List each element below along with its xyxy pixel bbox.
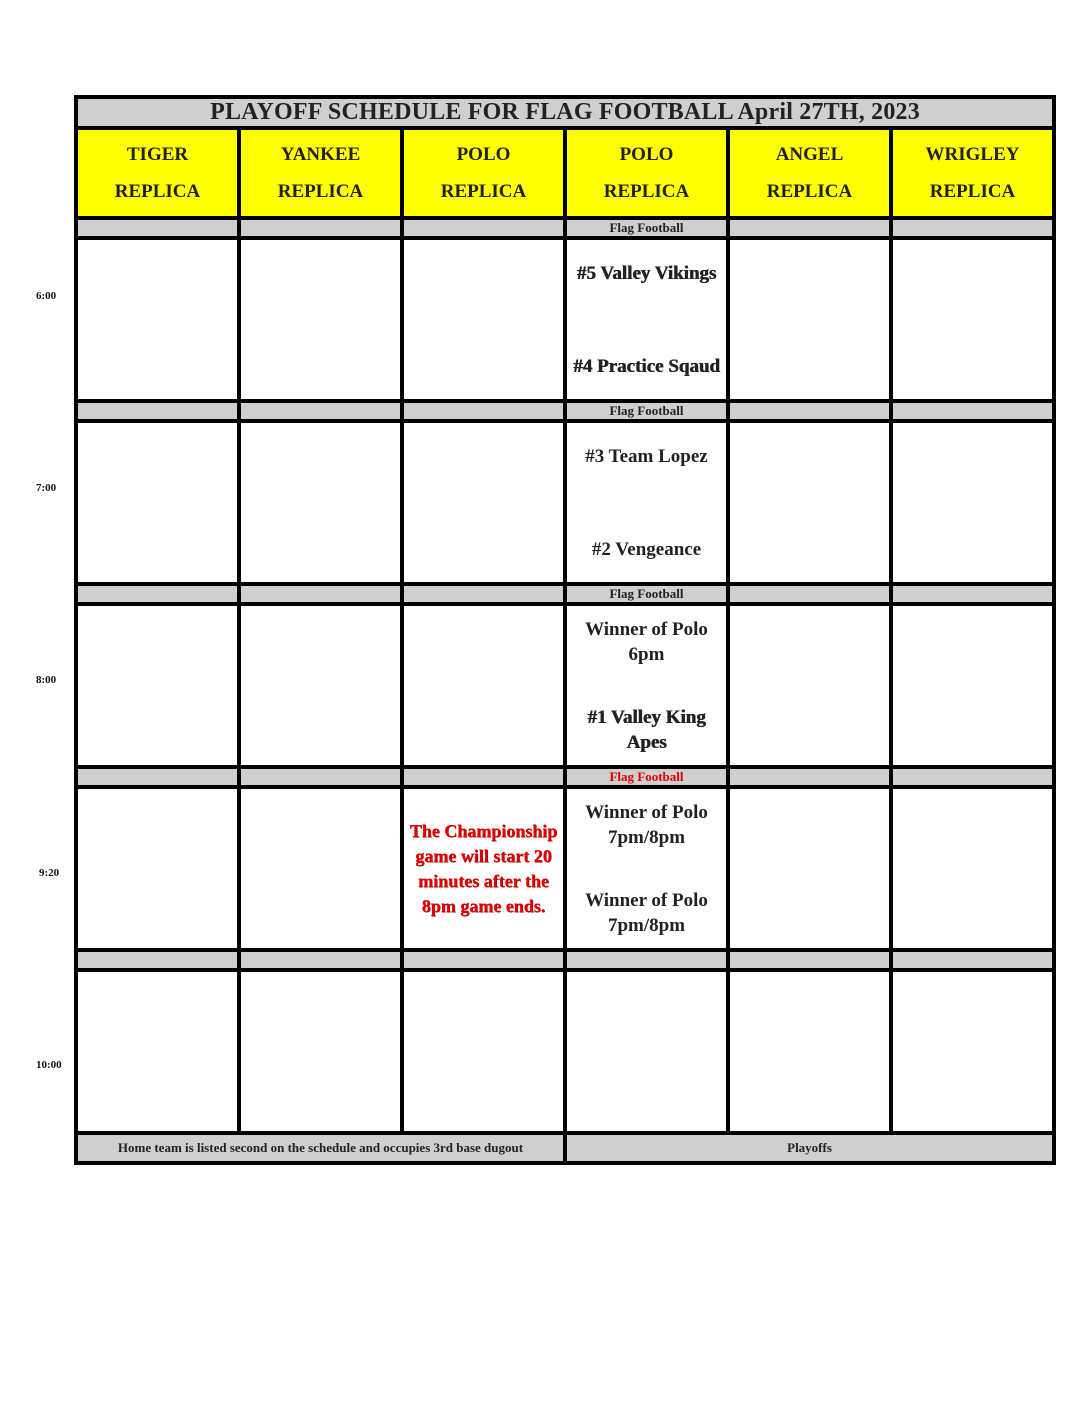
band-cell xyxy=(402,218,565,238)
empty-slot xyxy=(728,787,891,950)
band-cell xyxy=(891,401,1054,421)
footer-label: Playoffs xyxy=(565,1133,1054,1163)
band-row-920 xyxy=(76,767,1054,787)
empty-slot xyxy=(891,238,1054,401)
time-label-10: 10:00 xyxy=(36,1059,62,1071)
band-row-7 xyxy=(76,401,1054,421)
band-label: Flag Football xyxy=(565,584,728,604)
empty-slot xyxy=(239,604,402,767)
band-cell xyxy=(728,950,891,970)
band-label: Flag Football xyxy=(565,401,728,421)
band-row-6 xyxy=(76,218,1054,238)
band-cell xyxy=(891,218,1054,238)
empty-slot xyxy=(76,421,239,584)
empty-slot xyxy=(728,238,891,401)
empty-slot xyxy=(76,238,239,401)
slot-row-7 xyxy=(76,421,1054,584)
band-cell xyxy=(402,401,565,421)
empty-slot xyxy=(239,238,402,401)
footer-row xyxy=(76,1133,1054,1163)
field-header-polo-1 xyxy=(402,128,565,218)
band-cell xyxy=(76,401,239,421)
band-cell xyxy=(239,584,402,604)
band-cell xyxy=(76,767,239,787)
empty-slot xyxy=(728,970,891,1133)
time-label-8: 8:00 xyxy=(36,674,57,686)
field-sub: REPLICA xyxy=(277,181,364,202)
empty-slot xyxy=(76,787,239,950)
band-cell xyxy=(76,950,239,970)
field-header-yankee xyxy=(239,128,402,218)
band-cell xyxy=(402,950,565,970)
field-header-wrigley xyxy=(891,128,1054,218)
slot-row-6 xyxy=(76,238,1054,401)
footer-note: Home team is listed second on the schedule and occupies 3rd base dugout xyxy=(76,1133,565,1163)
empty-slot xyxy=(402,604,565,767)
slot-row-8 xyxy=(76,604,1054,767)
field-name: WRIGLEY xyxy=(925,144,1020,165)
game xyxy=(567,444,726,562)
field-sub: REPLICA xyxy=(114,181,201,202)
away-team: #5 Valley Vikings xyxy=(576,262,717,284)
field-name: TIGER xyxy=(126,144,189,165)
time-label-7: 7:00 xyxy=(36,482,57,494)
field-sub: REPLICA xyxy=(440,181,527,202)
empty-slot xyxy=(402,238,565,401)
empty-slot xyxy=(239,787,402,950)
empty-slot xyxy=(891,421,1054,584)
game xyxy=(567,261,726,379)
away-team: Winner of Polo 7pm/8pm xyxy=(585,801,708,848)
band-cell xyxy=(76,218,239,238)
band-cell xyxy=(728,584,891,604)
band-cell xyxy=(239,218,402,238)
away-team: Winner of Polo 6pm xyxy=(585,618,708,665)
slot-row-920 xyxy=(76,787,1054,950)
field-sub: REPLICA xyxy=(766,181,853,202)
band-cell xyxy=(402,584,565,604)
band-cell xyxy=(565,950,728,970)
game xyxy=(567,617,726,755)
game xyxy=(567,800,726,938)
away-team: #3 Team Lopez xyxy=(585,445,708,467)
empty-slot xyxy=(728,421,891,584)
championship-note-cell xyxy=(402,787,565,950)
home-team: #1 Valley King Apes xyxy=(587,706,706,753)
band-cell xyxy=(402,767,565,787)
band-cell xyxy=(728,401,891,421)
field-header-row xyxy=(76,128,1054,218)
game-cell-920 xyxy=(565,787,728,950)
field-name: YANKEE xyxy=(280,144,361,165)
game-cell-8 xyxy=(565,604,728,767)
empty-slot xyxy=(239,421,402,584)
home-team: #4 Practice Sqaud xyxy=(573,355,720,377)
field-header-angel xyxy=(728,128,891,218)
band-cell xyxy=(239,767,402,787)
field-header-tiger xyxy=(76,128,239,218)
band-label: Flag Football xyxy=(565,767,728,787)
empty-slot xyxy=(891,604,1054,767)
empty-slot xyxy=(891,970,1054,1133)
band-row-8 xyxy=(76,584,1054,604)
field-header-polo-2 xyxy=(565,128,728,218)
schedule-table xyxy=(74,95,1056,1165)
time-label-920: 9:20 xyxy=(39,867,60,879)
home-team: Winner of Polo 7pm/8pm xyxy=(585,889,708,936)
empty-slot xyxy=(565,970,728,1133)
field-name: POLO xyxy=(619,144,674,165)
band-cell xyxy=(239,950,402,970)
empty-slot xyxy=(402,970,565,1133)
empty-slot xyxy=(891,787,1054,950)
championship-note: The Championship game will start 20 minutes after the 8pm game ends. xyxy=(409,820,558,916)
band-cell xyxy=(728,218,891,238)
field-sub: REPLICA xyxy=(603,181,690,202)
empty-slot xyxy=(76,604,239,767)
empty-slot xyxy=(239,970,402,1133)
home-team: #2 Vengeance xyxy=(591,538,702,560)
band-cell xyxy=(76,584,239,604)
band-label: Flag Football xyxy=(565,218,728,238)
schedule-title: PLAYOFF SCHEDULE FOR FLAG FOOTBALL April 27TH, 2023 xyxy=(76,97,1054,128)
empty-slot xyxy=(76,970,239,1133)
slot-row-10 xyxy=(76,970,1054,1133)
game-cell-7 xyxy=(565,421,728,584)
game-cell-6 xyxy=(565,238,728,401)
empty-slot xyxy=(728,604,891,767)
band-cell xyxy=(891,950,1054,970)
field-name: POLO xyxy=(456,144,511,165)
empty-slot xyxy=(402,421,565,584)
band-row-10 xyxy=(76,950,1054,970)
band-cell xyxy=(891,767,1054,787)
field-sub: REPLICA xyxy=(929,181,1016,202)
band-cell xyxy=(891,584,1054,604)
band-cell xyxy=(728,767,891,787)
field-name: ANGEL xyxy=(775,144,844,165)
band-cell xyxy=(239,401,402,421)
time-label-6: 6:00 xyxy=(36,290,57,302)
